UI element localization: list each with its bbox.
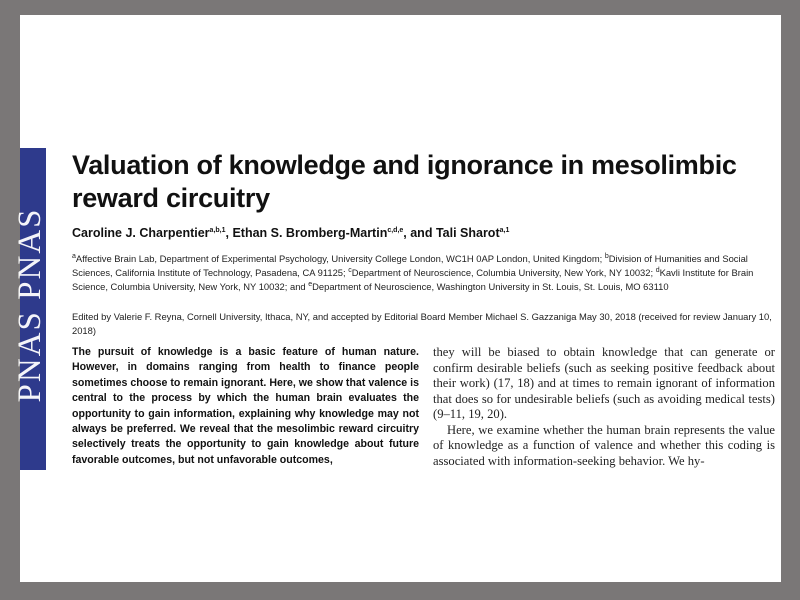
author-name: Ethan S. Bromberg-Martin — [232, 226, 388, 240]
body-paragraph: Here, we examine whether the human brain represents the value of knowledge as a function of valence and whether this coding is associated with information-seeking behavior. We hy- — [433, 422, 775, 468]
author-affiliation-marks: c,d,e — [387, 226, 404, 234]
author-affiliation-marks: a,b,1 — [209, 226, 226, 234]
body-text-column — [433, 345, 775, 469]
affiliation-text: Division of Humanities and Social Sciences, California Institute of Technology, Pasadena, CA 91125; — [72, 253, 748, 278]
body-paragraph: they will be biased to obtain knowledge that can generate or confirm desirable beliefs (such as seeking positive feedback about their work) (17, 18) and at times to remain ignorant of information that does so for undesirable beliefs (such as avoiding medical tests) (9–11, 19, 20). — [433, 345, 775, 421]
affiliation-text: Department of Neuroscience, Columbia University, New York, NY 10032; — [351, 267, 656, 278]
edited-by-note: Edited by Valerie F. Reyna, Cornell University, Ithaca, NY, and accepted by Editorial Board Member Michael S. Gazzaniga May 30, 2018 (received for review January 10, 2018) — [72, 311, 772, 336]
affiliation-text: Kavli Institute for Brain Science, Columbia University, New York, NY 10032; and — [72, 267, 754, 292]
author-separator: , and — [403, 226, 436, 240]
affiliations — [72, 252, 772, 294]
affiliation-mark: c — [348, 266, 352, 274]
affiliation-mark: a — [72, 252, 76, 260]
slide — [12, 15, 781, 582]
author-list — [72, 226, 509, 240]
significance-abstract: The pursuit of knowledge is a basic feature of human nature. However, in domains ranging from health to finance people sometimes choose to remain ignorant. Here, we show that valence is central to the process by which the human brain evaluates the opportunity to gain information, explaining why knowledge may not always be preferred. We reveal that the mesolimbic reward circuitry selectively treats the opportunity to gain knowledge about future favorable outcomes, but not unfavorable outcomes, — [72, 346, 419, 466]
affiliation-mark: d — [655, 266, 660, 274]
pnas-logo-text: PNAS PNAS — [12, 207, 48, 403]
author-affiliation-marks: a,1 — [499, 226, 510, 234]
affiliation-mark: e — [308, 280, 313, 288]
affiliation-text: Affective Brain Lab, Department of Experimental Psychology, University College London, WC1H 0AP London, United Kingdom; — [75, 253, 605, 264]
pnas-side-bar — [12, 148, 48, 470]
paper-title: Valuation of knowledge and ignorance in mesolimbic reward circuitry — [72, 150, 737, 213]
affiliation-mark: b — [604, 252, 609, 260]
author-name: Tali Sharot — [435, 226, 500, 240]
affiliation-text: Department of Neuroscience, Washington University in St. Louis, St. Louis, MO 63110 — [312, 281, 669, 292]
author-separator: , — [225, 226, 233, 240]
author-name: Caroline J. Charpentier — [72, 226, 210, 240]
